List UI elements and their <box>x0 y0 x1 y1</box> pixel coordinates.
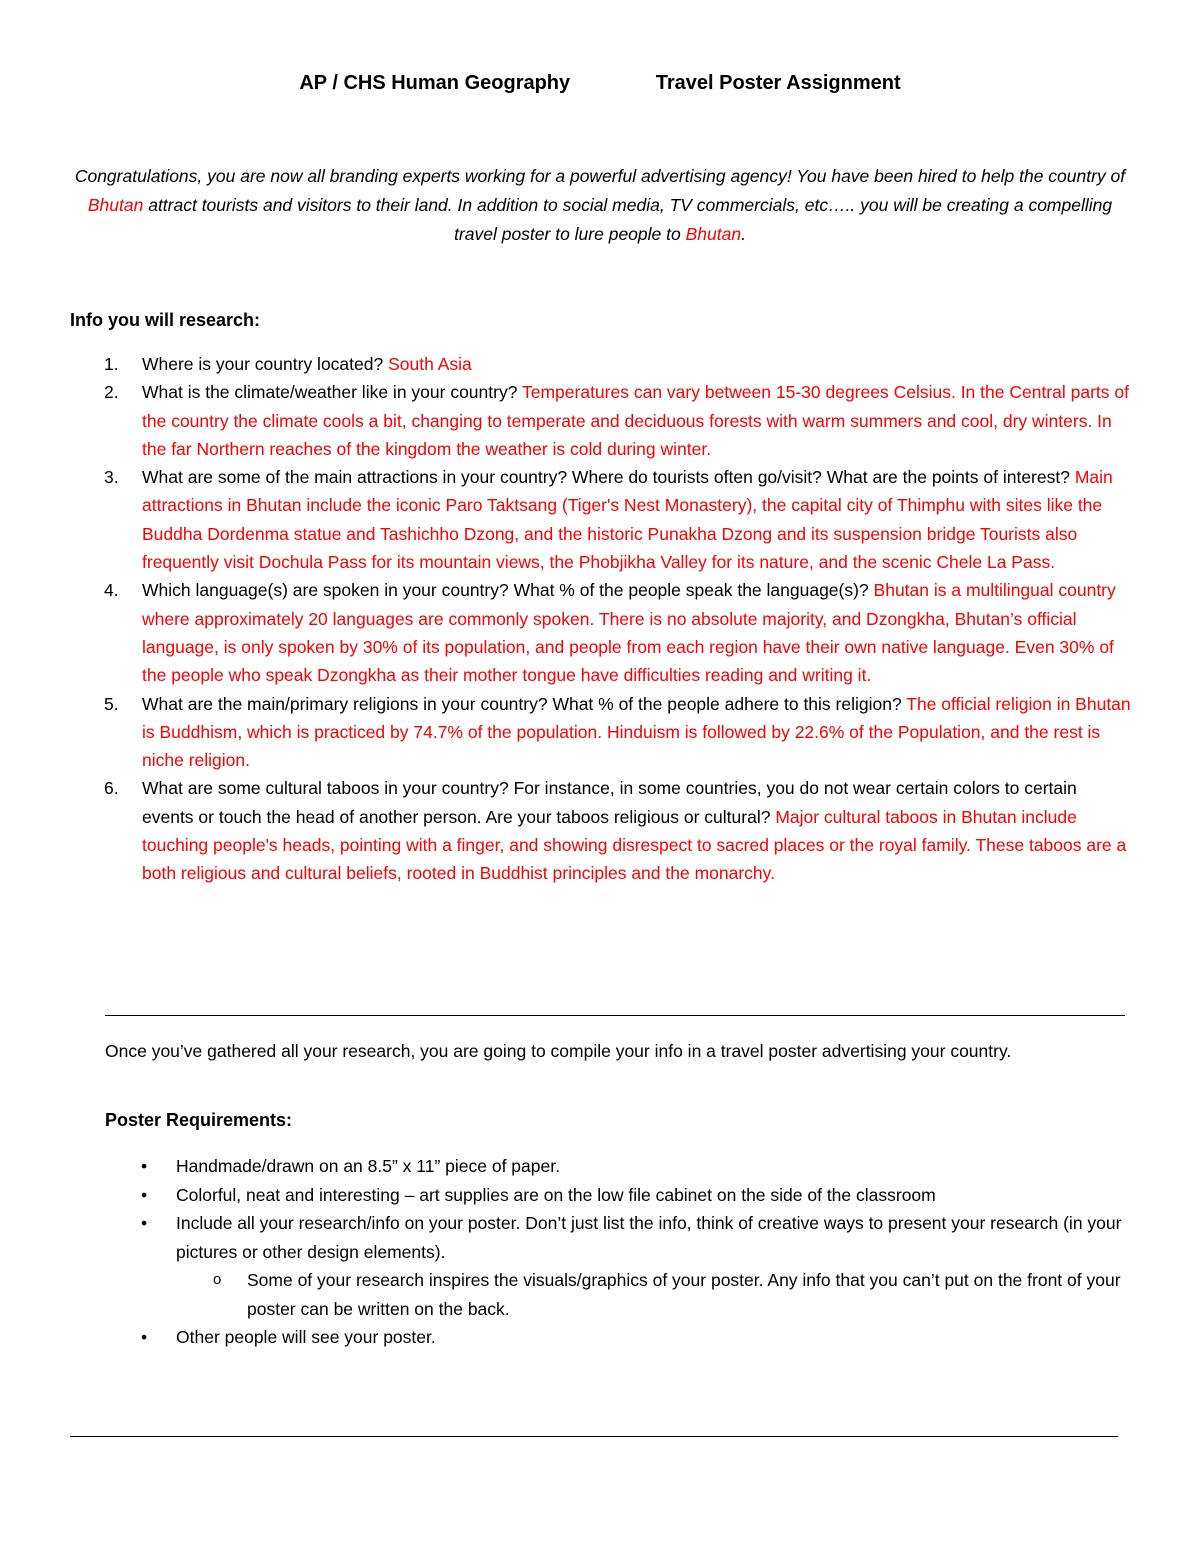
requirement-text: Handmade/drawn on an 8.5” x 11” piece of paper. <box>176 1156 560 1176</box>
requirement-text: Include all your research/info on your poster. Don’t just list the info, think of creative ways to present your research (in your pictures or other design elements). <box>176 1213 1122 1262</box>
answer-text: The official religion in Bhutan is Buddhism, which is practiced by 74.7% of the population. Hinduism is followed by 22.6% of the Population, and the rest is niche religion. <box>142 693 1131 771</box>
intro-text: . <box>741 224 746 244</box>
answer-text: South Asia <box>388 354 472 374</box>
requirement-text: Some of your research inspires the visuals/graphics of your poster. Any info that you can’t put on the front of your poster can be written on the back. <box>247 1270 1121 1319</box>
intro-country: Bhutan <box>685 224 742 244</box>
bullet-icon: • <box>141 1156 148 1176</box>
item-number: 5. <box>104 693 119 714</box>
list-item <box>72 774 1132 887</box>
intro-paragraph <box>70 162 1130 249</box>
poster-requirements-heading: Poster Requirements: <box>105 1110 293 1130</box>
bullet-icon: • <box>141 1184 148 1205</box>
course-title: AP / CHS Human Geography <box>299 72 571 94</box>
answer-text: Main attractions in Bhutan include the iconic Paro Taktsang (Tiger's Nest Monastery), the capital city of Thimphu with sites like the Buddha Dordenma statue and Tashichho Dzong, and the historic Punakha Dzong and its suspension bridge Tourists also frequently visit Dochula Pass for its mountain views, the Phobjikha Valley for its nature, and the scenic Chele La Pass. <box>142 467 1113 573</box>
list-item <box>105 1323 1125 1352</box>
list-item <box>105 1209 1125 1266</box>
intro-text: Congratulations, you are now all branding experts working for a powerful advertising agency! You have been hired to help the country of <box>74 166 1126 186</box>
list-item <box>105 1181 1125 1210</box>
answer-text: Bhutan is a multilingual country where approximately 20 languages are commonly spoken. There is no absolute majority, and Dzongkha, Bhutan’s official language, is only spoken by 30% of its population, and people from each region have their own native language. Even 30% of the people who speak Dzongkha as their mother tongue have difficulties reading and writing it. <box>142 580 1116 686</box>
assignment-title: Travel Poster Assignment <box>655 72 901 94</box>
question-text: Where is your country located? <box>142 354 389 374</box>
list-item <box>72 690 1132 775</box>
list-item <box>105 1152 1125 1181</box>
research-questions-list <box>72 350 1132 888</box>
list-item <box>105 1266 1125 1323</box>
poster-requirements-list <box>105 1152 1125 1352</box>
question-text: What is the climate/weather like in your country? <box>142 382 522 403</box>
sub-bullet-icon: o <box>213 1271 222 1288</box>
list-item <box>72 463 1132 576</box>
question-text: What are the main/primary religions in your country? What % of the people adhere to this religion? <box>142 693 907 714</box>
bullet-icon: • <box>141 1213 148 1233</box>
list-item <box>72 576 1132 689</box>
intro-text: attract tourists and visitors to their land. In addition to social media, TV commercials, etc….. you will be creating a compelling travel poster to lure people to <box>143 195 1113 244</box>
item-number: 4. <box>104 580 119 601</box>
list-item <box>72 350 1132 378</box>
answer-text: Temperatures can vary between 15-30 degrees Celsius. In the Central parts of the country the climate cools a bit, changing to temperate and deciduous forests with warm summers and cool, dry winters. In the far Northern reaches of the kingdom the weather is cold during winter. <box>142 382 1129 459</box>
item-number: 6. <box>104 778 119 799</box>
page-title <box>0 72 1200 95</box>
item-number: 1. <box>104 354 119 374</box>
divider <box>105 1015 1125 1016</box>
requirement-text: Other people will see your poster. <box>176 1327 436 1347</box>
question-text: What are some cultural taboos in your country? For instance, in some countries, you do not wear certain colors to certain events or touch the head of another person. Are your taboos religious or cultural? <box>142 778 1077 827</box>
item-number: 2. <box>104 382 119 403</box>
question-text: What are some of the main attractions in your country? Where do tourists often go/visit? What are the points of interest? <box>142 467 1075 488</box>
question-text: Which language(s) are spoken in your country? What % of the people speak the language(s)? <box>142 580 874 601</box>
bullet-icon: • <box>141 1327 148 1347</box>
item-number: 3. <box>104 467 119 488</box>
intro-country: Bhutan <box>87 195 144 215</box>
gathered-paragraph: Once you’ve gathered all your research, you are going to compile your info in a travel poster advertising your country. <box>105 1041 1012 1061</box>
research-heading: Info you will research: <box>70 310 261 330</box>
answer-text: Major cultural taboos in Bhutan include touching people's heads, pointing with a finger, and showing disrespect to sacred places or the royal family. These taboos are a both religious and cultural beliefs, rooted in Buddhist principles and the monarchy. <box>142 806 1127 884</box>
requirement-text: Colorful, neat and interesting – art supplies are on the low file cabinet on the side of the classroom <box>176 1184 936 1205</box>
divider <box>70 1436 1118 1437</box>
list-item <box>72 378 1132 463</box>
